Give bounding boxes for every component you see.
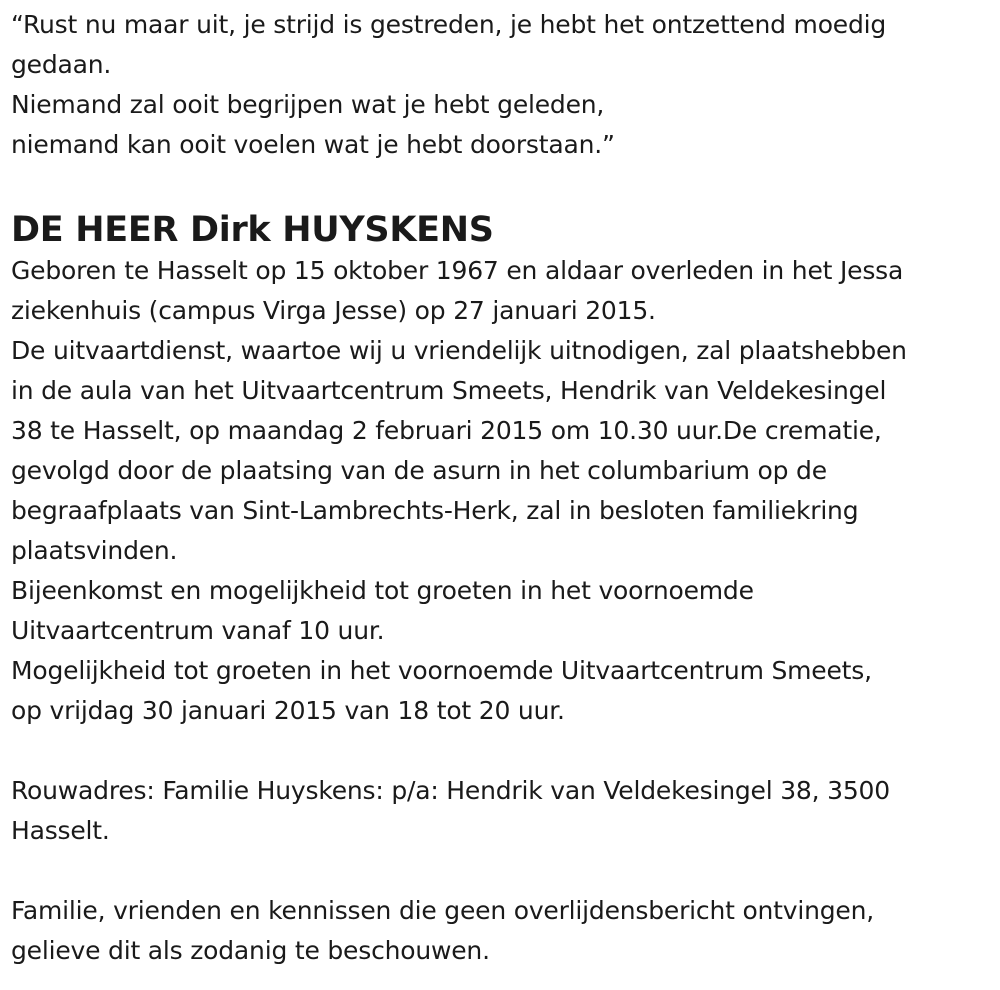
body-line: Geboren te Hasselt op 15 oktober 1967 en aldaar overleden in het Jessa bbox=[11, 256, 904, 285]
body-line: Uitvaartcentrum vanaf 10 uur. bbox=[11, 616, 385, 645]
body-line: plaatsvinden. bbox=[11, 536, 178, 565]
body-line: ziekenhuis (campus Virga Jesse) op 27 januari 2015. bbox=[11, 296, 656, 325]
body-line: De uitvaartdienst, waartoe wij u vriendelijk uitnodigen, zal plaatshebben bbox=[11, 336, 907, 365]
body-line: Mogelijkheid tot groeten in het voornoemde Uitvaartcentrum Smeets, bbox=[11, 656, 872, 685]
poem-line: “Rust nu maar uit, je strijd is gestreden, je hebt het ontzettend moedig bbox=[11, 10, 887, 39]
spacer bbox=[11, 165, 986, 205]
poem-line: gedaan. bbox=[11, 50, 112, 79]
poem-line: Niemand zal ooit begrijpen wat je hebt geleden, bbox=[11, 90, 605, 119]
mourning-address bbox=[11, 771, 986, 851]
address-line: Hasselt. bbox=[11, 816, 110, 845]
spacer bbox=[11, 851, 986, 891]
notice-line: gelieve dit als zodanig te beschouwen. bbox=[11, 936, 490, 965]
poem-line: niemand kan ooit voelen wat je hebt doorstaan.” bbox=[11, 130, 615, 159]
body-line: in de aula van het Uitvaartcentrum Smeets, Hendrik van Veldekesingel bbox=[11, 376, 887, 405]
notice-line: Familie, vrienden en kennissen die geen overlijdensbericht ontvingen, bbox=[11, 896, 875, 925]
spacer bbox=[11, 731, 986, 771]
body-line: Bijeenkomst en mogelijkheid tot groeten in het voornoemde bbox=[11, 576, 754, 605]
body-line: gevolgd door de plaatsing van de asurn in het columbarium op de bbox=[11, 456, 827, 485]
closing-notice bbox=[11, 891, 986, 971]
obituary-document bbox=[11, 5, 986, 971]
poem bbox=[11, 5, 986, 165]
announcement-body bbox=[11, 251, 986, 731]
address-line: Rouwadres: Familie Huyskens: p/a: Hendrik van Veldekesingel 38, 3500 bbox=[11, 776, 890, 805]
body-line: 38 te Hasselt, op maandag 2 februari 2015 om 10.30 uur.De crematie, bbox=[11, 416, 882, 445]
deceased-name-heading: DE HEER Dirk HUYSKENS bbox=[11, 210, 494, 250]
body-line: op vrijdag 30 januari 2015 van 18 tot 20 uur. bbox=[11, 696, 565, 725]
body-line: begraafplaats van Sint-Lambrechts-Herk, zal in besloten familiekring bbox=[11, 496, 859, 525]
